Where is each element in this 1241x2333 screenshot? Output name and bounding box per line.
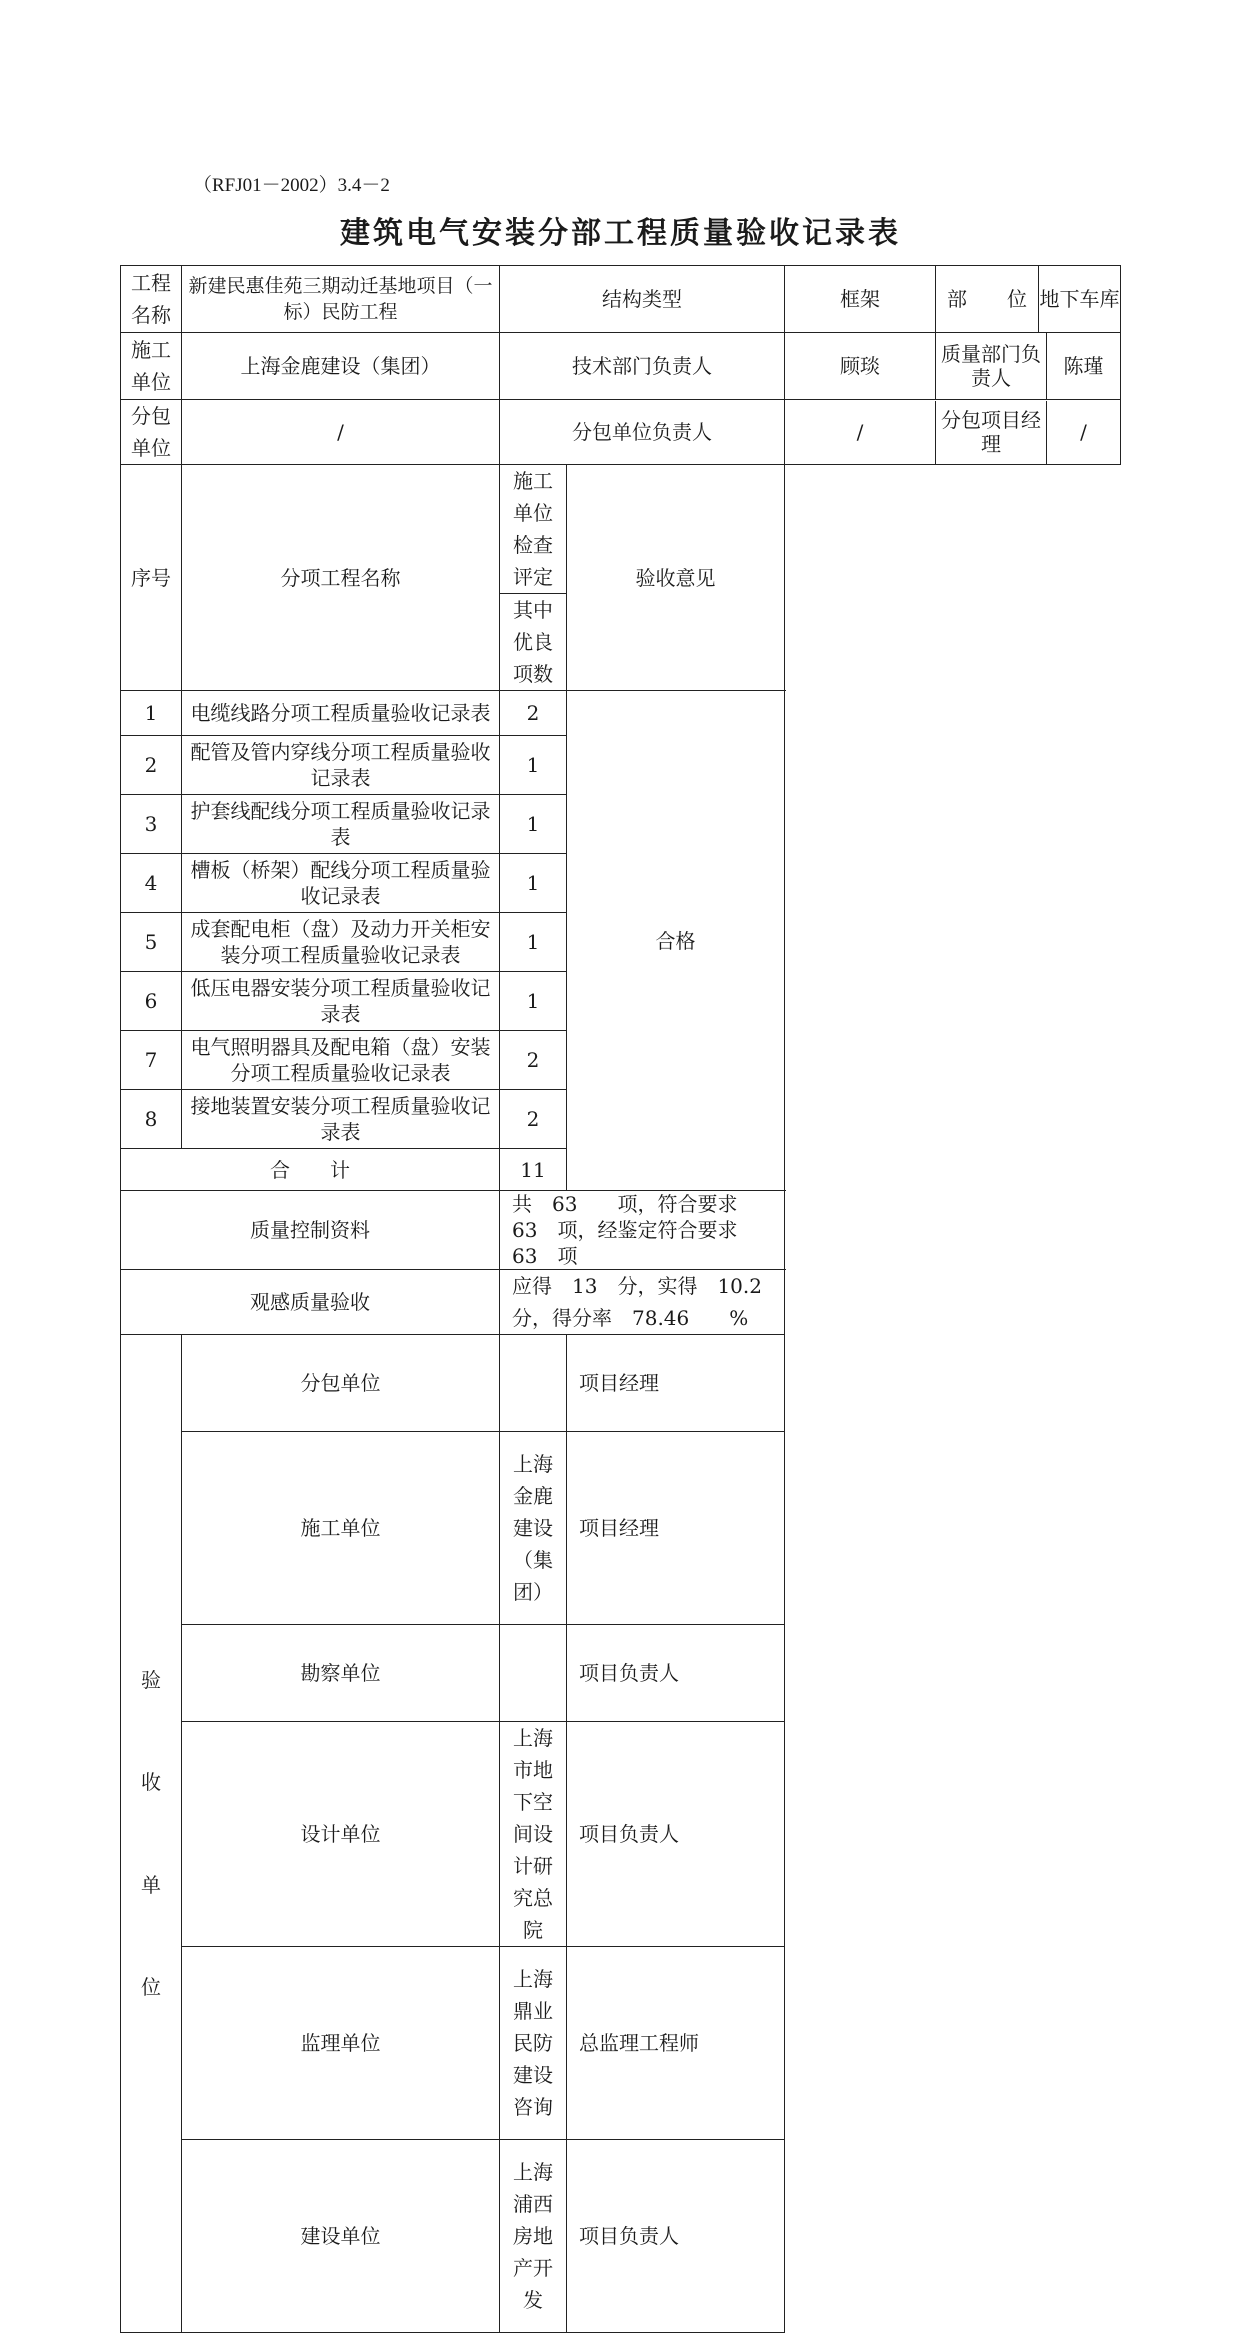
sub-pm-cell [785,400,1121,465]
quality-docs-text: 共 63 项，符合要求 63 项，经鉴定符合要求 63 项 [500,1191,785,1270]
sub-head-label: 分包单位负责人 [500,400,785,465]
item-no: 5 [121,913,182,972]
side-char: 验 [141,1664,161,1696]
unit-value: 上海金鹿建设（集团） [500,1432,567,1625]
structure-value: 框架 [785,266,936,332]
item-no: 1 [121,691,182,736]
tech-head-label: 技术部门负责人 [500,333,785,400]
item-name: 电气照明器具及配电箱（盘）安装分项工程质量验收记录表 [182,1031,500,1090]
item-good: 2 [500,1090,567,1149]
visual-label: 观感质量验收 [121,1270,500,1335]
role-label: 项目经理 [567,1432,785,1625]
item-name: 电缆线路分项工程质量验收记录表 [182,691,500,736]
role-label: 项目负责人 [567,1625,785,1722]
item-no: 7 [121,1031,182,1090]
unit-label: 监理单位 [182,1947,500,2140]
side-char: 收 [141,1766,161,1798]
sub-label: 分包单位 [121,400,182,465]
opinion-value: 合格 [567,691,785,1191]
unit-label: 勘察单位 [182,1625,500,1722]
unit-value: 上海浦西房地产开发 [500,2140,567,2333]
total-good: 11 [500,1149,567,1191]
visual-text: 应得 13 分，实得 10.2 分，得分率 78.46 % [500,1270,785,1335]
item-name: 护套线配线分项工程质量验收记录表 [182,795,500,854]
item-good: 1 [500,736,567,795]
unit-label: 设计单位 [182,1722,500,1947]
unit-value [500,1335,567,1432]
col-good: 其中优良项数 [500,594,567,691]
structure-label: 结构类型 [500,266,785,333]
location-label: 部 位 [936,266,1039,332]
role-label: 项目负责人 [567,1722,785,1947]
role-label: 项目经理 [567,1335,785,1432]
page-title: 建筑电气安装分部工程质量验收记录表 [0,208,1241,252]
item-name: 接地装置安装分项工程质量验收记录表 [182,1090,500,1149]
project-name-label: 工程名称 [121,266,182,333]
structure-location-cell [785,266,1121,333]
item-good: 1 [500,854,567,913]
sub-pm-label: 分包项目经 理 [936,401,1047,464]
item-name: 配管及管内穿线分项工程质量验收记录表 [182,736,500,795]
role-label: 项目负责人 [567,2140,785,2333]
item-good: 2 [500,1031,567,1090]
item-name: 成套配电柜（盘）及动力开关柜安装分项工程质量验收记录表 [182,913,500,972]
role-label: 总监理工程师 [567,1947,785,2140]
tech-quality-cell [785,333,1121,400]
unit-label: 分包单位 [182,1335,500,1432]
sub-head-value: / [785,401,936,464]
tech-head-value: 顾琰 [785,333,936,399]
acceptance-side-label [121,1335,182,2333]
col-opinion: 验收意见 [567,465,785,691]
item-good: 1 [500,972,567,1031]
acceptance-record-table [120,265,1121,2333]
item-name: 低压电器安装分项工程质量验收记录表 [182,972,500,1031]
quality-head-label: 质量部门负责人 [936,333,1047,399]
unit-value [500,1625,567,1722]
item-no: 3 [121,795,182,854]
col-name: 分项工程名称 [182,465,500,691]
sub-pm-value: / [1047,401,1120,464]
side-char: 单 [141,1869,161,1901]
unit-value: 上海市地下空间设计研究总院 [500,1722,567,1947]
item-name: 槽板（桥架）配线分项工程质量验收记录表 [182,854,500,913]
project-name: 新建民惠佳苑三期动迁基地项目（一标）民防工程 [182,266,500,333]
unit-value: 上海鼎业民防建设咨询 [500,1947,567,2140]
item-no: 8 [121,1090,182,1149]
unit-label: 施工单位 [182,1432,500,1625]
location-value: 地下车库 [1039,266,1120,332]
unit-label: 建设单位 [182,2140,500,2333]
item-good: 1 [500,913,567,972]
item-no: 2 [121,736,182,795]
sub-value: / [182,400,500,465]
item-good: 1 [500,795,567,854]
side-char: 位 [141,1971,161,2003]
acceptance-side-chars [121,1664,181,2004]
contractor-value: 上海金鹿建设（集团） [182,333,500,400]
item-good: 2 [500,691,567,736]
col-check: 施工单位检查评定 [500,465,567,594]
contractor-label: 施工单位 [121,333,182,400]
col-no: 序号 [121,465,182,691]
quality-head-value: 陈瑾 [1047,333,1120,399]
item-no: 4 [121,854,182,913]
item-no: 6 [121,972,182,1031]
ref-code: （RFJ01－2002）3.4－2 [193,170,390,197]
quality-docs-label: 质量控制资料 [121,1191,500,1270]
total-label: 合 计 [121,1149,500,1191]
